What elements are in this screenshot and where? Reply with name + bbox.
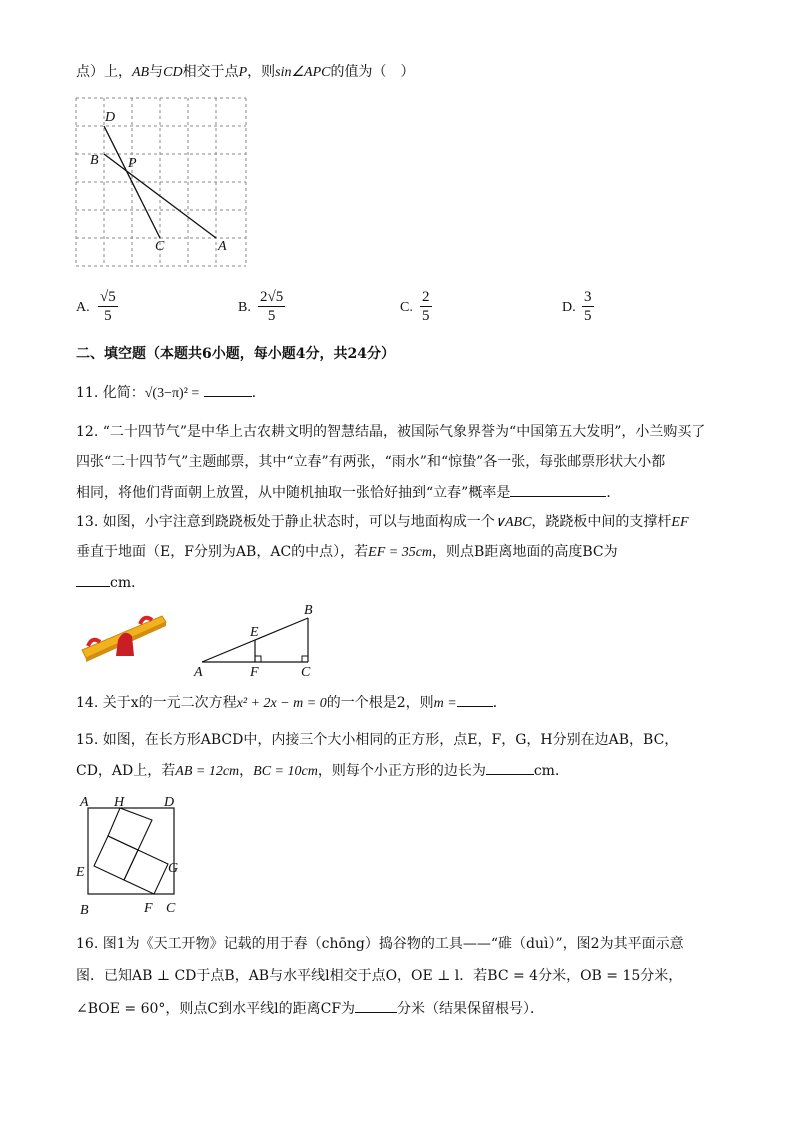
q10-cd: CD <box>163 65 183 80</box>
q10-grid-figure <box>70 92 260 272</box>
q12-num: 12. <box>76 424 99 440</box>
q12-text3: 相同，将他们背面朝上放置，从中随机抽取一张恰好抽到“立春”概率是 <box>76 485 511 501</box>
q10-p: P <box>238 65 248 80</box>
q11-text: 化简： <box>102 385 145 401</box>
q13-answer-blank[interactable] <box>76 572 110 587</box>
q14-expr: x² + 2x − m = 0 <box>236 696 327 711</box>
q13-expr2: EF = 35cm <box>368 545 433 560</box>
q15-text1: 如图，在长方形ABCD中，内接三个大小相同的正方形，点E，F，G，H分别在边AB，BC， <box>102 732 679 748</box>
option-fraction <box>582 288 594 325</box>
q16-line1 <box>76 934 684 954</box>
q13-triangle-figure <box>190 600 330 682</box>
q10-mid3: ，则 <box>247 64 276 80</box>
q16-text3a: ∠BOE = 60°，则点C到水平线l的距离CF为 <box>76 1001 356 1017</box>
q12-line1 <box>76 422 705 442</box>
q15-unit: cm． <box>533 763 569 779</box>
option-letter: B. <box>238 300 251 315</box>
frac-den: 5 <box>104 308 112 324</box>
q11-expr: √(3−π)² = <box>144 386 200 401</box>
q16-text1: 图1为《天工开物》记载的用于舂（chōng）捣谷物的工具——“碓（duì）”，图2为其平面示意 <box>102 936 684 952</box>
q15-num: 15. <box>76 732 99 748</box>
q10-expr: sin∠APC <box>275 65 331 80</box>
q16-text3b: 分米（结果保留根号）． <box>397 1001 545 1017</box>
label-p: P <box>128 156 137 171</box>
q15-text2b: ， <box>239 763 254 779</box>
q12-line2: 四张“二十四节气”主题邮票，其中“立春”有两张，“雨水”和“惊蛰”各一张，每张邮票形状大小都 <box>76 454 666 470</box>
q12-answer-blank[interactable] <box>510 482 606 497</box>
q14-expr2: m = <box>433 696 457 711</box>
q15-text2a: CD，AD上，若 <box>76 763 176 779</box>
label-a: A <box>80 795 89 810</box>
q15-expr1: AB = 12cm <box>175 764 240 779</box>
label-d: D <box>164 795 175 810</box>
q10-stem <box>76 62 414 83</box>
option-fraction <box>98 288 118 325</box>
q10-suffix: 的值为（ ） <box>330 64 415 80</box>
q15-answer-blank[interactable] <box>486 760 534 775</box>
label-c: C <box>166 901 176 916</box>
label-d: D <box>105 110 116 125</box>
label-b: B <box>90 153 99 168</box>
q15-line2 <box>76 760 569 782</box>
q16-num: 16. <box>76 936 99 952</box>
option-letter: C. <box>400 300 413 315</box>
q13-expr1: ∨ABC <box>494 515 532 530</box>
q14-answer-blank[interactable] <box>457 692 493 707</box>
option-fraction <box>420 288 432 325</box>
q13-line1 <box>76 512 689 533</box>
q10-mid1: 与 <box>149 64 164 80</box>
q15-line1 <box>76 730 678 750</box>
label-h: H <box>114 795 125 810</box>
q13-text2-end: ，则点B距离地面的高度BC为 <box>432 544 618 560</box>
q16-line2: 图．已知AB ⊥ CD于点B，AB与水平线l相交于点O，OE ⊥ l．若BC = 4分米，OB = 15分米， <box>76 968 683 984</box>
q15-rectangle-figure <box>72 792 192 920</box>
q13-line3 <box>76 572 145 593</box>
q13-text1: 如图，小宇注意到跷跷板处于静止状态时，可以与地面构成一个 <box>102 514 495 530</box>
q10-stem-prefix: 点）上， <box>76 64 132 80</box>
label-b: B <box>80 903 89 918</box>
option-fraction <box>258 288 285 325</box>
q12-line3: 相同，将他们背面朝上放置，从中随机抽取一张恰好抽到“立春”概率是 ． <box>76 482 620 503</box>
frac-den: 5 <box>584 308 592 324</box>
label-a: A <box>218 239 227 254</box>
frac-num: 2 <box>422 289 430 305</box>
frac-num: √5 <box>100 289 116 305</box>
q13-unit: cm． <box>110 575 146 591</box>
frac-num: 2√5 <box>260 289 284 305</box>
q14-text: 关于x的一元二次方程 <box>102 695 237 711</box>
q14-num: 14. <box>76 695 99 711</box>
option-letter: D. <box>562 300 576 315</box>
label-b: B <box>304 603 313 618</box>
label-e: E <box>76 865 85 880</box>
q15-text2c: ，则每个小正方形的边长为 <box>317 763 486 779</box>
q11-answer-blank[interactable] <box>204 382 252 397</box>
label-c: C <box>301 665 311 680</box>
q10-mid2: 相交于点 <box>182 64 239 80</box>
q11-num: 11. <box>76 385 99 401</box>
frac-den: 5 <box>267 308 276 324</box>
section-heading: 二、填空题（本题共6小题，每小题4分，共24分） <box>76 346 395 362</box>
frac-num: 3 <box>584 289 592 305</box>
q13-line2 <box>76 542 618 563</box>
option-letter: A. <box>76 300 90 315</box>
q13-ef: EF <box>671 515 689 530</box>
q13-text1-end: ，跷跷板中间的支撑杆 <box>531 514 672 530</box>
q12-text1: “二十四节气”是中华上古农耕文明的智慧结晶，被国际气象界誉为“中国第五大发明”，小兰购买了 <box>102 424 706 440</box>
label-c: C <box>155 239 165 254</box>
q14-text2: 的一个根是2，则 <box>326 695 434 711</box>
seesaw-illustration <box>78 606 170 670</box>
q14: 14. 关于x的一元二次方程x² + 2x − m = 0的一个根是2，则m = ． <box>76 692 507 714</box>
q10-ab: AB <box>132 65 150 80</box>
q13-text2: 垂直于地面（E，F分别为AB，AC的中点），若 <box>76 544 369 560</box>
frac-den: 5 <box>422 308 430 324</box>
q13-num: 13. <box>76 514 99 530</box>
label-f: F <box>144 901 153 916</box>
q15-expr2: BC = 10cm <box>253 764 318 779</box>
q16-line3 <box>76 998 544 1019</box>
label-e: E <box>250 625 259 640</box>
label-g: G <box>168 861 179 876</box>
q11: 11. 化简：√(3−π)² = ． <box>76 382 266 404</box>
label-a: A <box>194 665 203 680</box>
label-f: F <box>250 665 259 680</box>
q16-answer-blank[interactable] <box>355 998 397 1013</box>
